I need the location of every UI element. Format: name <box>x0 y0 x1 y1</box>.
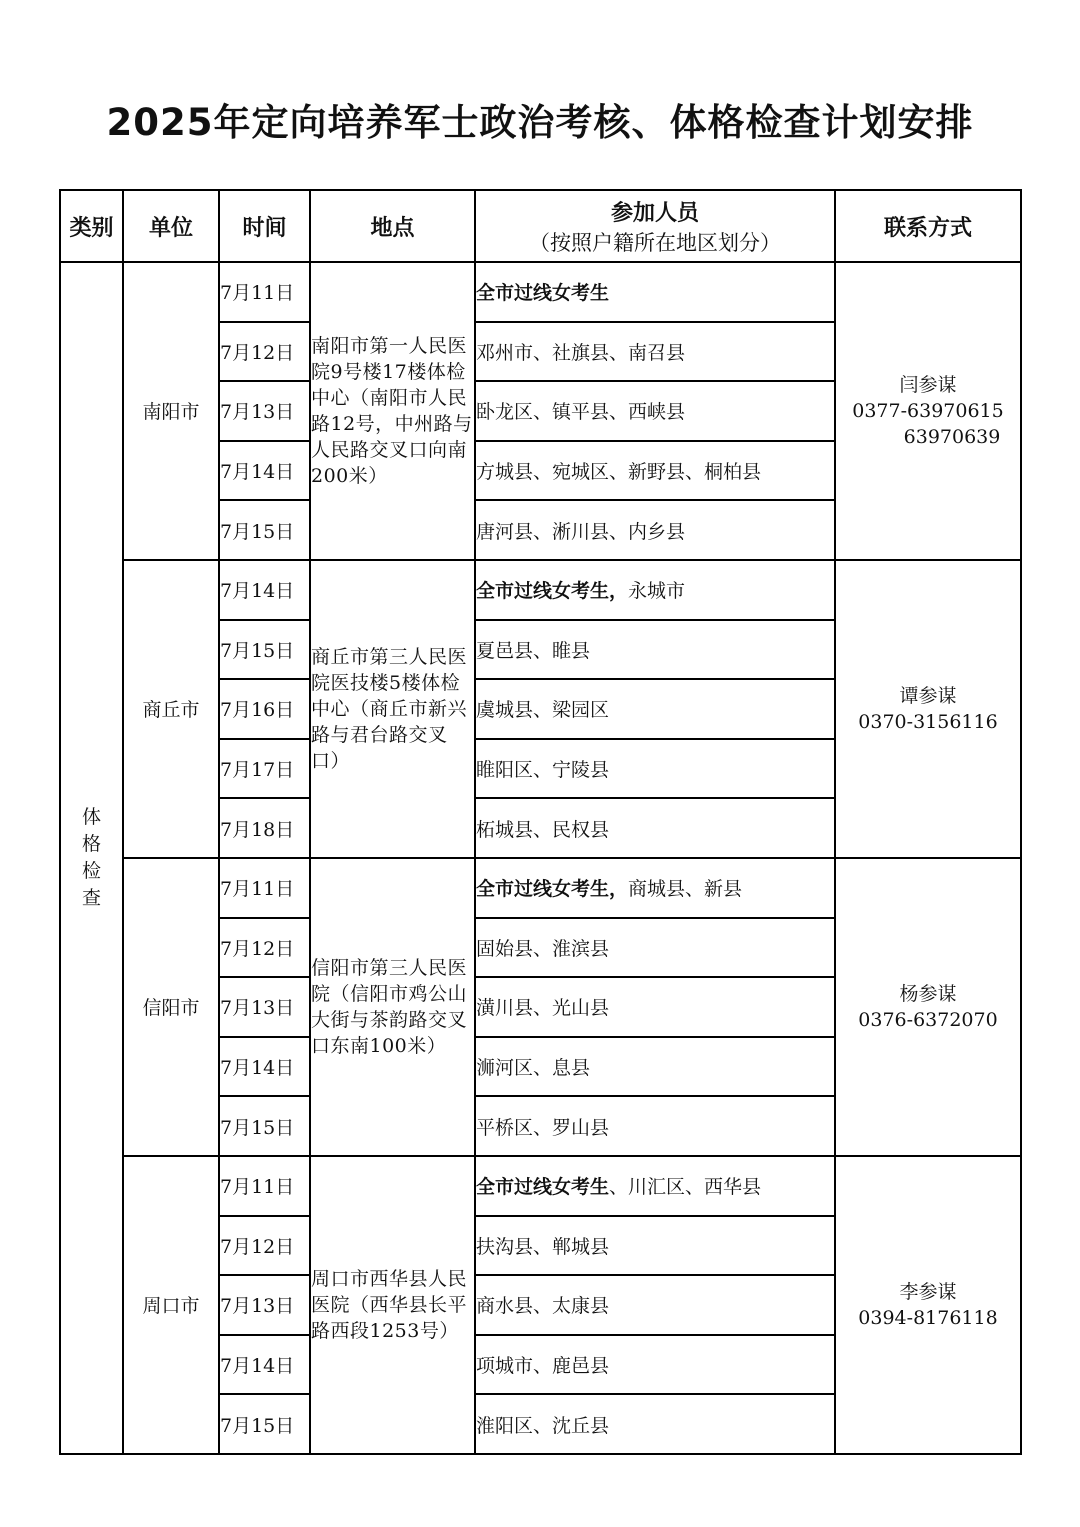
date-cell: 7月14日 <box>219 1335 310 1395</box>
date-cell: 7月15日 <box>219 1394 310 1454</box>
date-cell: 7月18日 <box>219 798 310 858</box>
header-participants-label: 参加人员 <box>610 200 699 226</box>
participants-cell <box>475 1216 835 1276</box>
participants-text: 柘城县、民权县 <box>476 818 610 841</box>
category-label: 体格检查 <box>81 806 101 909</box>
participants-text: 、川汇区、西华县 <box>609 1176 762 1199</box>
date-cell: 7月12日 <box>219 918 310 978</box>
participants-text: 扶沟县、郸城县 <box>476 1235 610 1258</box>
header-participants-note: （按照户籍所在地区划分） <box>529 230 781 255</box>
participants-text: 浉河区、息县 <box>476 1057 591 1080</box>
contact-phone: 0370-3156116 <box>858 710 998 733</box>
header-row <box>60 190 1021 262</box>
unit-cell: 周口市 <box>123 1156 219 1454</box>
participants-highlight: 全市过线女考生， <box>476 580 629 603</box>
participants-cell <box>475 620 835 680</box>
participants-text: 商水县、太康县 <box>476 1295 610 1318</box>
participants-highlight: 全市过线女考生 <box>476 282 610 305</box>
contact-cell <box>835 858 1021 1156</box>
location-cell: 周口市西华县人民医院（西华县长平路西段1253号） <box>310 1156 475 1454</box>
contact-phone: 0377-63970615 <box>852 399 1004 422</box>
contact-name: 李参谋 <box>899 1280 957 1303</box>
participants-text: 邓州市、社旗县、南召县 <box>476 341 686 364</box>
contact-name: 杨参谋 <box>899 982 957 1005</box>
participants-text: 固始县、淮滨县 <box>476 937 610 960</box>
participants-text: 平桥区、罗山县 <box>476 1116 610 1139</box>
participants-highlight: 全市过线女考生， <box>476 878 629 901</box>
header-unit: 单位 <box>123 190 219 262</box>
participants-cell <box>475 1394 835 1454</box>
schedule-table <box>59 189 1022 1455</box>
participants-cell <box>475 500 835 560</box>
header-category: 类别 <box>60 190 123 262</box>
participants-cell <box>475 858 835 918</box>
unit-cell: 南阳市 <box>123 262 219 560</box>
date-cell: 7月15日 <box>219 620 310 680</box>
date-cell: 7月11日 <box>219 262 310 322</box>
header-contact: 联系方式 <box>835 190 1021 262</box>
header-time: 时间 <box>219 190 310 262</box>
participants-cell <box>475 1275 835 1335</box>
participants-text: 唐河县、淅川县、内乡县 <box>476 520 686 543</box>
date-cell: 7月14日 <box>219 560 310 620</box>
participants-cell <box>475 1096 835 1156</box>
participants-text: 永城市 <box>628 580 686 603</box>
participants-text: 项城市、鹿邑县 <box>476 1354 610 1377</box>
table-row <box>60 1156 1021 1216</box>
contact-phone-alt: 63970639 <box>903 425 1001 448</box>
participants-text: 商城县、新县 <box>628 878 743 901</box>
schedule-body <box>60 262 1021 1454</box>
header-participants <box>475 190 835 262</box>
date-cell: 7月11日 <box>219 858 310 918</box>
date-cell: 7月13日 <box>219 381 310 441</box>
date-cell: 7月12日 <box>219 322 310 382</box>
participants-text: 方城县、宛城区、新野县、桐柏县 <box>476 461 762 484</box>
contact-phone: 0394-8176118 <box>858 1306 998 1329</box>
participants-cell <box>475 441 835 501</box>
participants-text: 睢阳区、宁陵县 <box>476 759 610 782</box>
participants-cell <box>475 1037 835 1097</box>
participants-cell <box>475 1156 835 1216</box>
participants-text: 夏邑县、睢县 <box>476 639 591 662</box>
participants-text: 潢川县、光山县 <box>476 997 610 1020</box>
participants-cell <box>475 798 835 858</box>
participants-text: 虞城县、梁园区 <box>476 699 610 722</box>
participants-cell <box>475 739 835 799</box>
date-cell: 7月13日 <box>219 1275 310 1335</box>
participants-cell <box>475 977 835 1037</box>
participants-text: 卧龙区、镇平县、西峡县 <box>476 401 686 424</box>
location-cell: 信阳市第三人民医院（信阳市鸡公山大街与茶韵路交叉口东南100米） <box>310 858 475 1156</box>
unit-cell: 信阳市 <box>123 858 219 1156</box>
participants-cell <box>475 322 835 382</box>
unit-cell: 商丘市 <box>123 560 219 858</box>
contact-name: 谭参谋 <box>899 684 957 707</box>
category-cell <box>60 262 123 1454</box>
participants-cell <box>475 1335 835 1395</box>
participants-cell <box>475 560 835 620</box>
contact-name: 闫参谋 <box>899 373 957 396</box>
location-cell: 南阳市第一人民医院9号楼17楼体检中心（南阳市人民路12号，中州路与人民路交叉口向南200米） <box>310 262 475 560</box>
table-row <box>60 858 1021 918</box>
participants-cell <box>475 679 835 739</box>
participants-cell <box>475 262 835 322</box>
page-title: 2025年定向培养军士政治考核、体格检查计划安排 <box>106 101 974 144</box>
date-cell: 7月16日 <box>219 679 310 739</box>
contact-cell <box>835 560 1021 858</box>
table-row <box>60 262 1021 322</box>
date-cell: 7月15日 <box>219 500 310 560</box>
participants-cell <box>475 381 835 441</box>
location-cell: 商丘市第三人民医院医技楼5楼体检中心（商丘市新兴路与君台路交叉口） <box>310 560 475 858</box>
participants-text: 淮阳区、沈丘县 <box>476 1414 610 1437</box>
date-cell: 7月11日 <box>219 1156 310 1216</box>
contact-cell <box>835 1156 1021 1454</box>
date-cell: 7月14日 <box>219 441 310 501</box>
participants-cell <box>475 918 835 978</box>
table-row <box>60 560 1021 620</box>
date-cell: 7月14日 <box>219 1037 310 1097</box>
contact-cell <box>835 262 1021 560</box>
header-location: 地点 <box>310 190 475 262</box>
date-cell: 7月17日 <box>219 739 310 799</box>
date-cell: 7月13日 <box>219 977 310 1037</box>
date-cell: 7月15日 <box>219 1096 310 1156</box>
participants-highlight: 全市过线女考生 <box>476 1176 610 1199</box>
date-cell: 7月12日 <box>219 1216 310 1276</box>
contact-phone: 0376-6372070 <box>858 1008 998 1031</box>
